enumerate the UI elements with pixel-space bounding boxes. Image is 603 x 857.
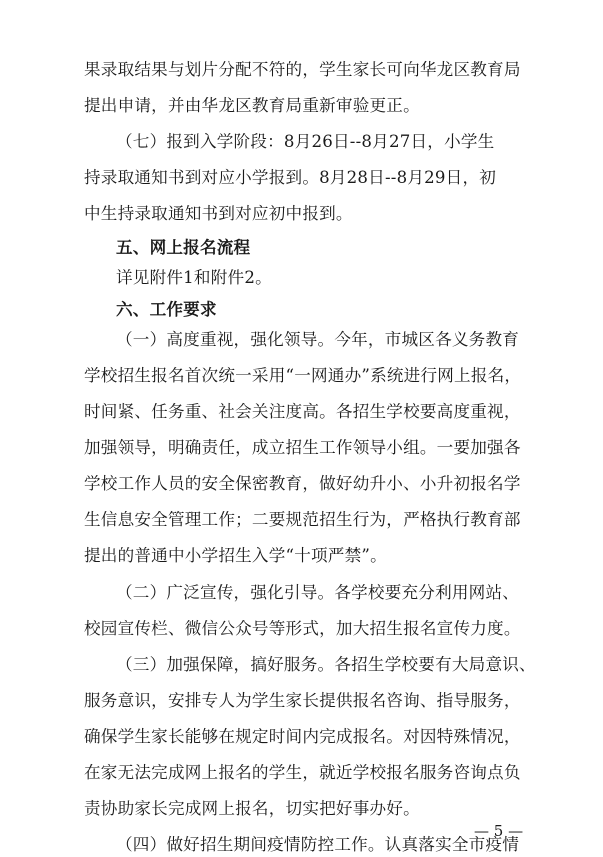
text-line: 学校招生报名首次统一采用“一网通办”系统进行网上报名，	[84, 366, 522, 385]
text-line: 服务意识，安排专人为学生家长提供报名咨询、指导服务，	[84, 691, 521, 710]
text-line: 果录取结果与划片分配不符的，学生家长可向华龙区教育局	[84, 60, 521, 79]
section-heading: 五、网上报名流程	[116, 237, 251, 257]
text-line: （一）高度重视，强化领导。今年，市城区各义务教育	[116, 330, 520, 349]
text-line: 详见附件1和附件2。	[116, 268, 272, 287]
text-line: 学校工作人员的安全保密教育，做好幼升小、小升初报名学	[84, 474, 521, 493]
text-line: 责协助家长完成网上报名，切实把好事办好。	[84, 799, 420, 818]
text-line: （二）广泛宣传，强化引导。各学校要充分利用网站、	[116, 583, 520, 602]
text-line: 确保学生家长能够在规定时间内完成报名。对因特殊情况，	[84, 727, 521, 746]
text-line: 持录取通知书到对应小学报到。8月28日--8月29日，初	[84, 168, 497, 187]
text-line: 校园宣传栏、微信公众号等形式，加大招生报名宣传力度。	[84, 619, 521, 638]
page-number: — 5 —	[474, 822, 524, 840]
text-line: 加强领导，明确责任，成立招生工作领导小组。一要加强各	[84, 438, 521, 457]
text-line: 提出的普通中小学招生入学“十项严禁”。	[84, 546, 387, 565]
text-line: 中生持录取通知书到对应初中报到。	[84, 204, 353, 223]
text-line: （七）报到入学阶段：8月26日--8月27日，小学生	[116, 132, 495, 151]
text-line: 在家无法完成网上报名的学生，就近学校报名服务咨询点负	[84, 763, 521, 782]
text-line: 生信息安全管理工作；二要规范招生行为，严格执行教育部	[84, 510, 521, 529]
text-line: （三）加强保障，搞好服务。各招生学校要有大局意识、	[116, 655, 536, 674]
text-line: 时间紧、任务重、社会关注度高。各招生学校要高度重视，	[84, 402, 521, 421]
section-heading: 六、工作要求	[116, 299, 217, 319]
text-line: （四）做好招生期间疫情防控工作。认真落实全市疫情	[116, 835, 520, 854]
text-line: 提出申请，并由华龙区教育局重新审验更正。	[84, 96, 420, 115]
